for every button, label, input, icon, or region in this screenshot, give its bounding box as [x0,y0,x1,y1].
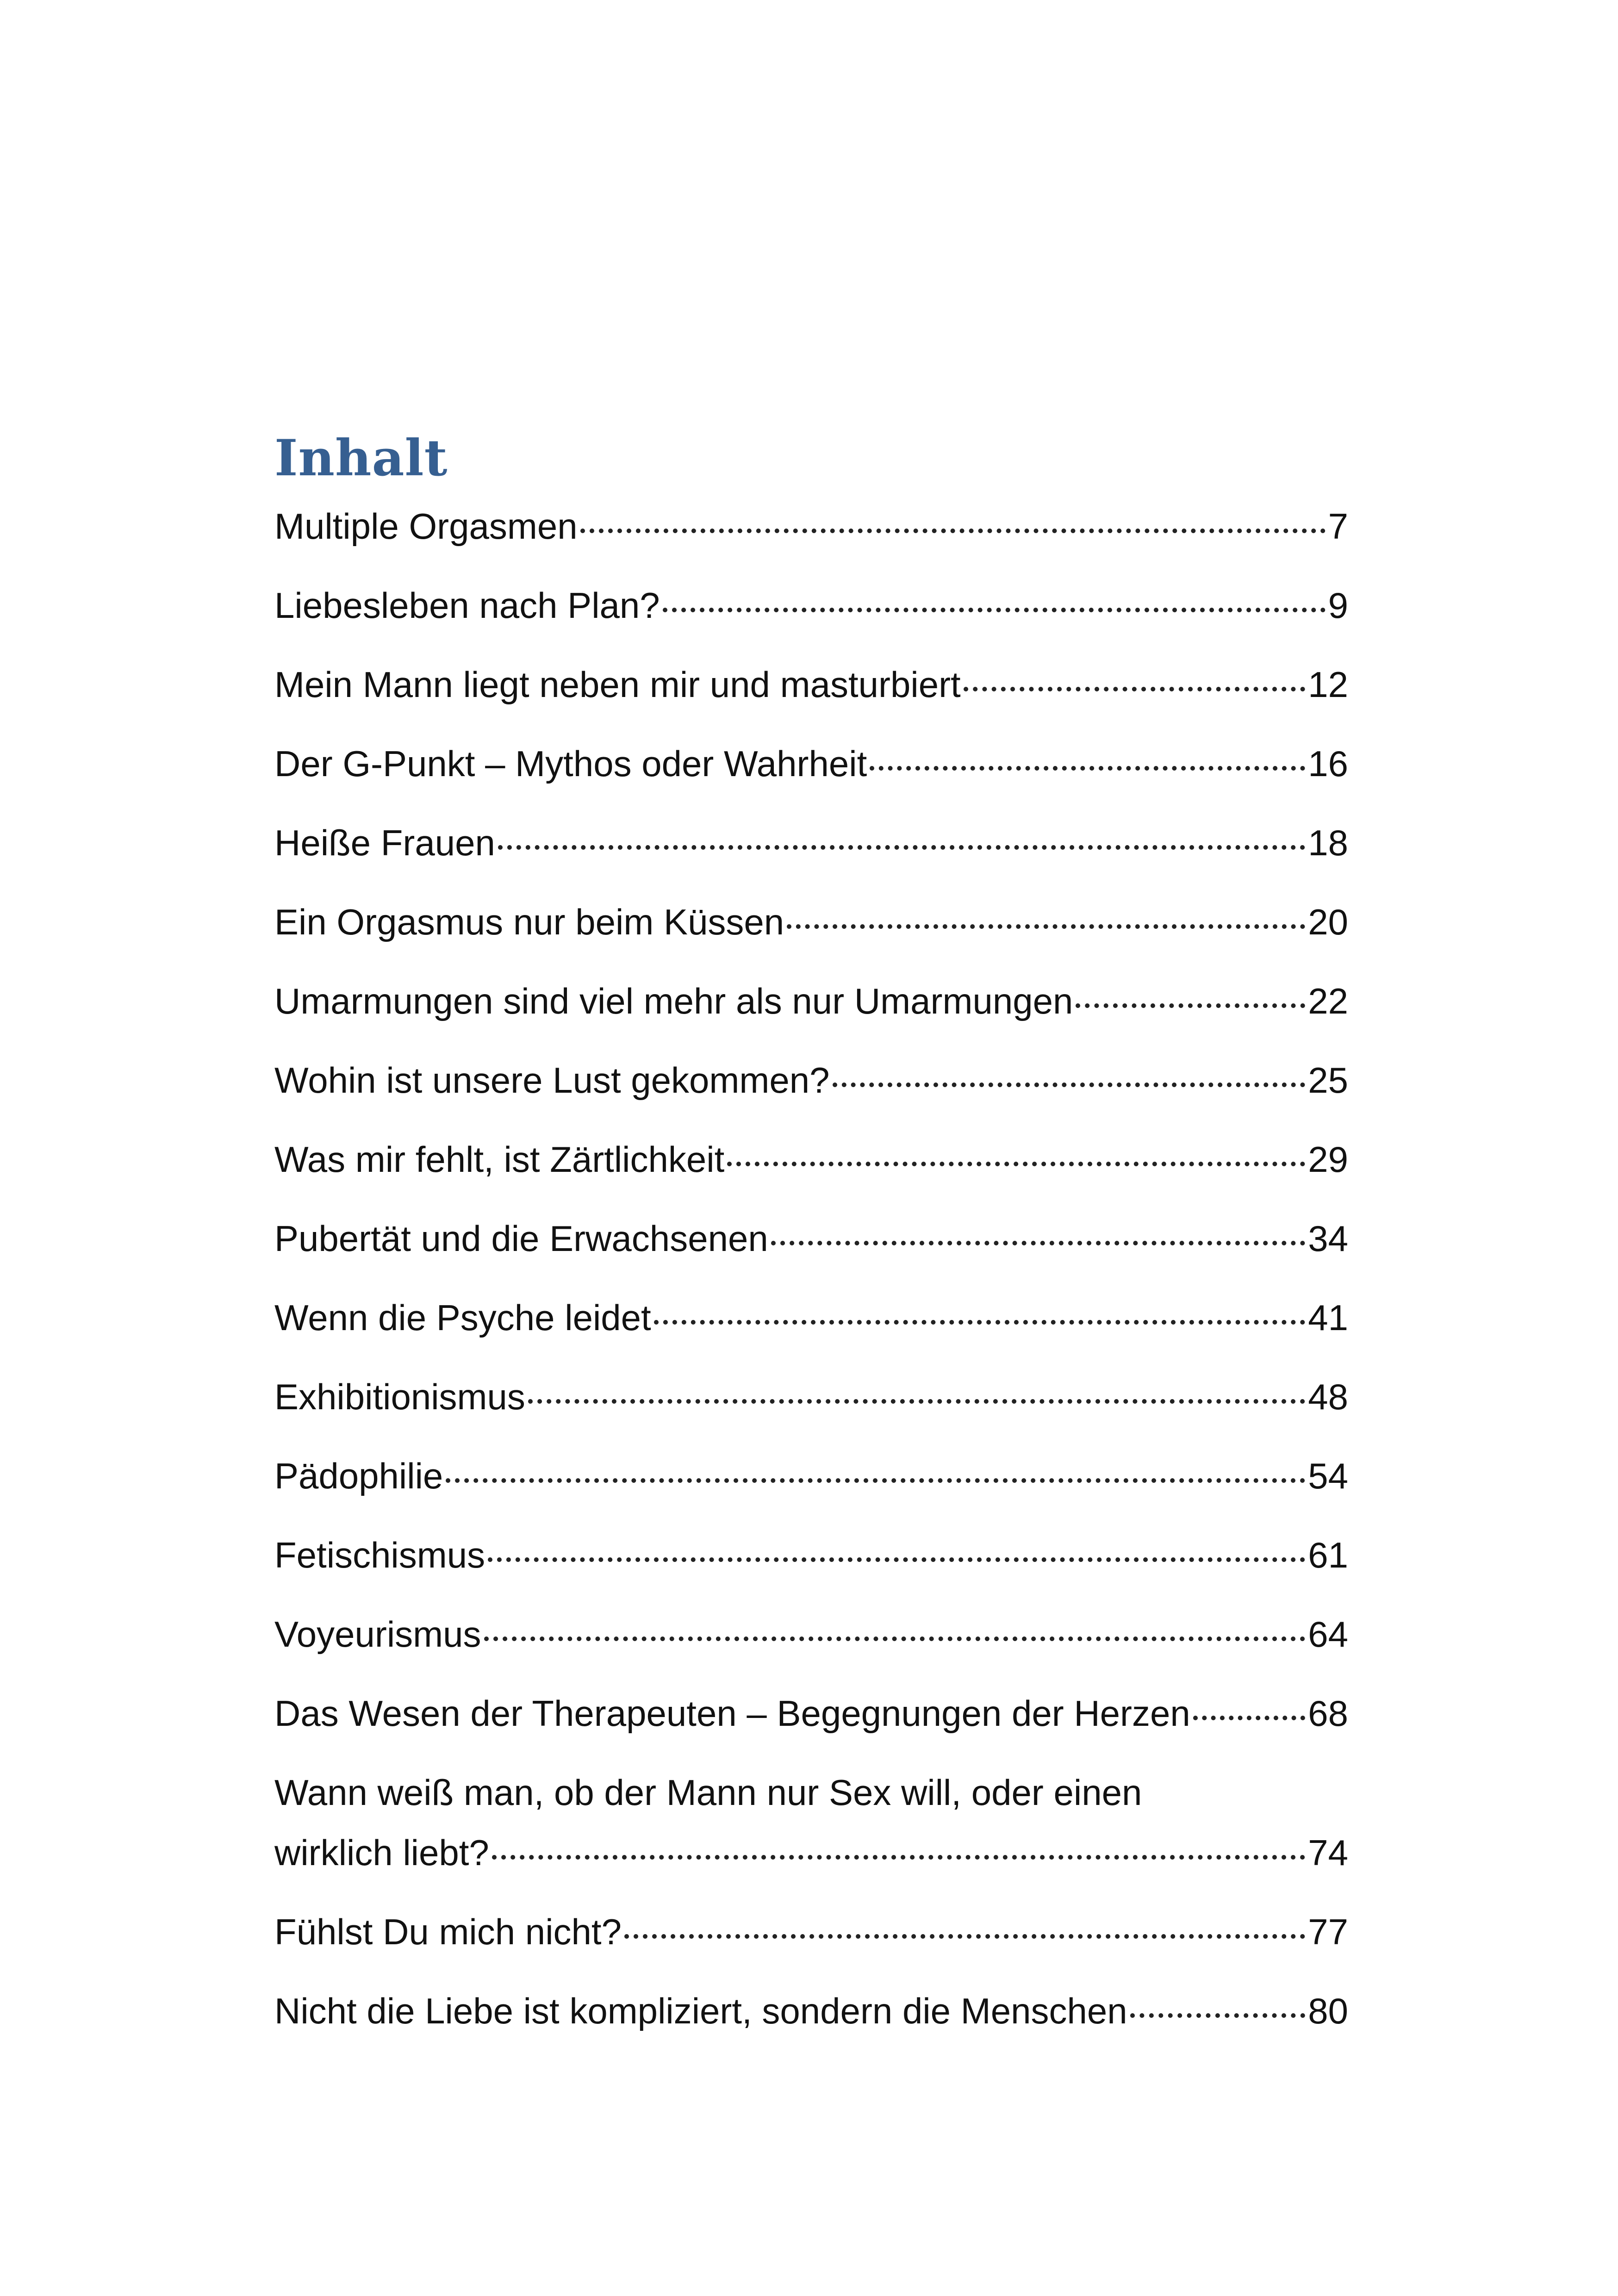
toc-entry[interactable] [274,575,1348,635]
dot-leader [580,528,1326,533]
toc-list [274,496,1348,2041]
toc-entry[interactable] [274,1129,1348,1189]
toc-entry[interactable] [274,654,1348,715]
toc-entry-title: Fetischismus [274,1535,485,1575]
toc-entry-page: 61 [1308,1535,1348,1575]
toc-entry-page: 74 [1308,1832,1348,1873]
toc-entry[interactable] [274,813,1348,873]
toc-entry[interactable] [274,1288,1348,1348]
toc-entry-page: 7 [1328,506,1348,547]
toc-entry-title: Wenn die Psyche leidet [274,1297,651,1338]
dot-leader [1193,1715,1305,1720]
table-of-contents [274,430,1348,2060]
toc-entry-title: Exhibitionismus [274,1376,525,1417]
toc-entry-title: Multiple Orgasmen [274,506,578,547]
toc-entry-page: 29 [1308,1139,1348,1180]
toc-entry-title: Was mir fehlt, ist Zärtlichkeit [274,1139,725,1180]
dot-leader [833,1082,1306,1087]
toc-entry-title: Ein Orgasmus nur beim Küssen [274,902,784,942]
toc-entry-page: 34 [1308,1218,1348,1259]
dot-leader [727,1161,1305,1166]
toc-entry-title: Heiße Frauen [274,822,495,863]
toc-entry-title: Pubertät und die Erwachsenen [274,1218,768,1259]
toc-entry-title: Fühlst Du mich nicht? [274,1911,622,1952]
toc-entry[interactable] [274,971,1348,1031]
dot-leader [964,686,1306,691]
toc-entry-page: 16 [1308,743,1348,784]
toc-entry-title-line-1: Wann weiß man, ob der Mann nur Sex will, oder einen [274,1772,1142,1813]
toc-entry[interactable] [274,496,1348,556]
dot-leader [498,845,1305,850]
toc-entry-page: 9 [1328,585,1348,626]
dot-leader [870,765,1305,771]
toc-entry[interactable] [274,1050,1348,1110]
dot-leader [484,1636,1306,1641]
toc-entry-title-line-2: wirklich liebt? [274,1832,489,1873]
dot-leader [624,1934,1305,1939]
toc-entry-title: Das Wesen der Therapeuten – Begegnungen der Herzen [274,1693,1190,1734]
toc-entry-page: 48 [1308,1376,1348,1417]
toc-entry-title: Mein Mann liegt neben mir und masturbiert [274,664,961,705]
toc-entry[interactable] [274,1902,1348,1962]
toc-entry-line-2 [274,1823,1348,1883]
toc-entry-title: Liebesleben nach Plan? [274,585,660,626]
toc-entry-title: Umarmungen sind viel mehr als nur Umarmungen [274,981,1073,1021]
toc-entry-title: Voyeurismus [274,1614,481,1655]
toc-entry-title: Der G-Punkt – Mythos oder Wahrheit [274,743,867,784]
toc-entry-page: 22 [1308,981,1348,1021]
dot-leader [771,1240,1306,1245]
dot-leader [1130,2013,1306,2018]
dot-leader [528,1399,1305,1404]
toc-entry-page: 77 [1308,1911,1348,1952]
toc-entry-page: 25 [1308,1060,1348,1101]
toc-entry[interactable] [274,1367,1348,1427]
toc-entry[interactable] [274,1525,1348,1585]
toc-entry[interactable] [274,734,1348,794]
toc-entry-page: 54 [1308,1456,1348,1496]
toc-entry[interactable] [274,1683,1348,1743]
toc-entry-page: 80 [1308,1991,1348,2031]
dot-leader [1076,1003,1305,1008]
toc-entry[interactable] [274,1604,1348,1664]
toc-entry-page: 41 [1308,1297,1348,1338]
toc-entry-page: 68 [1308,1693,1348,1734]
toc-entry-page: 12 [1308,664,1348,705]
dot-leader [787,924,1305,929]
toc-entry-title: Nicht die Liebe ist kompliziert, sondern die Menschen [274,1991,1127,2031]
dot-leader [654,1319,1306,1325]
toc-entry[interactable] [274,1762,1348,1883]
toc-heading: Inhalt [274,429,448,487]
dot-leader [663,607,1326,612]
toc-entry[interactable] [274,1981,1348,2041]
dot-leader [446,1478,1305,1483]
toc-entry-page: 64 [1308,1614,1348,1655]
toc-entry-title: Pädophilie [274,1456,443,1496]
dot-leader [488,1557,1305,1562]
toc-entry-page: 20 [1308,902,1348,942]
toc-entry[interactable] [274,892,1348,952]
toc-entry-page: 18 [1308,822,1348,863]
toc-entry[interactable] [274,1208,1348,1269]
toc-entry[interactable] [274,1446,1348,1506]
toc-entry-title: Wohin ist unsere Lust gekommen? [274,1060,830,1101]
dot-leader [492,1854,1305,1860]
